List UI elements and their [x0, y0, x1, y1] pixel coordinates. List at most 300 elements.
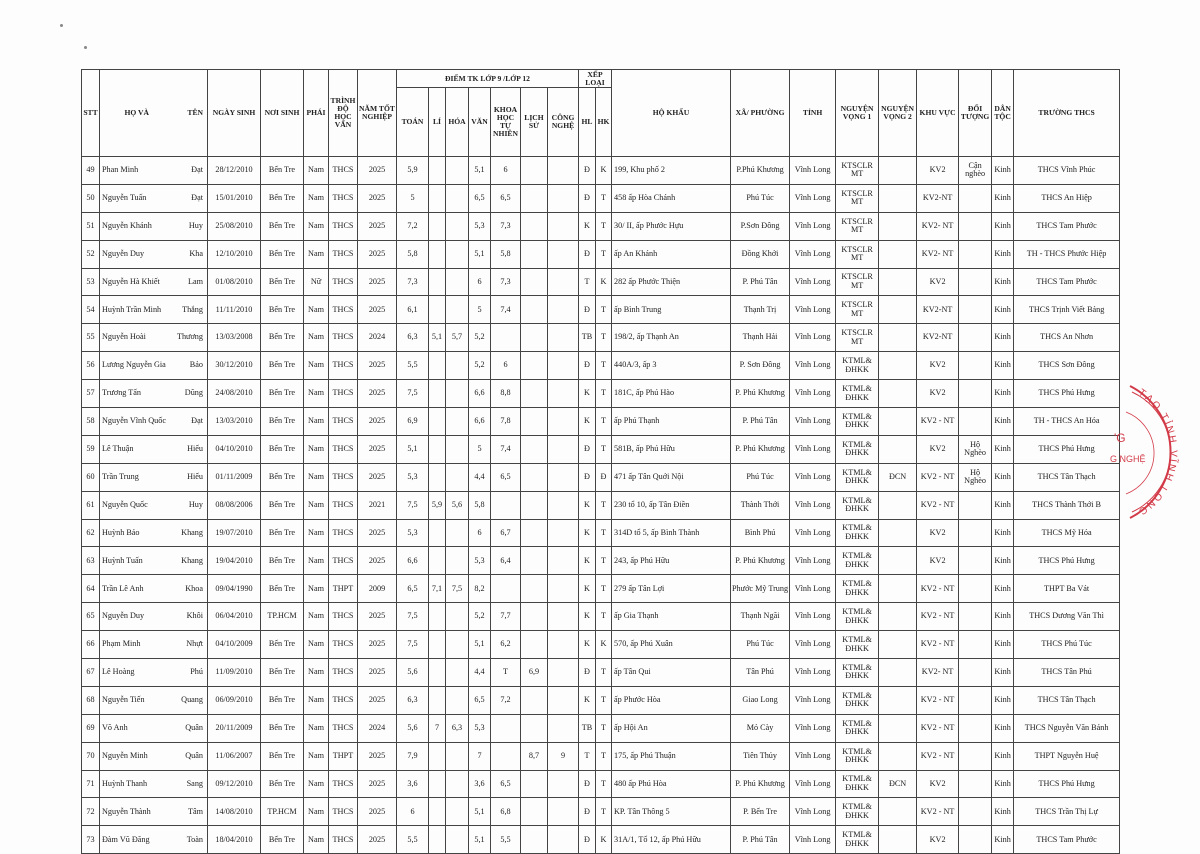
row-dan-toc: Kinh [992, 714, 1014, 742]
row-ten: Huy [174, 212, 208, 240]
row-khu-vuc: KV2-NT [917, 324, 959, 352]
row-ten: Dũng [174, 380, 208, 408]
row-dan-toc: Kinh [992, 408, 1014, 436]
row-hl: Đ [579, 826, 596, 854]
row-nguyen-vong-2: ĐCN [879, 463, 917, 491]
row-tinh: Vĩnh Long [790, 547, 836, 575]
row-ngay-sinh: 19/04/2010 [208, 547, 261, 575]
row-ho-khau: 181C, ấp Phú Hào [612, 380, 731, 408]
row-nguyen-vong-1: KTML& ĐHKK [836, 547, 879, 575]
row-noi-sinh: Bến Tre [261, 380, 304, 408]
row-cong-nghe [548, 380, 579, 408]
row-tinh: Vĩnh Long [790, 324, 836, 352]
row-khtn: 6,4 [491, 547, 521, 575]
row-nguyen-vong-1: KTML& ĐHKK [836, 686, 879, 714]
row-hk: K [596, 631, 612, 659]
row-nguyen-vong-2 [879, 798, 917, 826]
row-lich-su [521, 157, 548, 185]
row-trinh-do: THPT [329, 742, 358, 770]
header-cong-nghe: CÔNG NGHỆ [548, 88, 579, 157]
row-toan: 5,9 [397, 157, 429, 185]
scan-speck [60, 24, 63, 27]
row-ten: Đạt [174, 157, 208, 185]
row-ho-khau: 581B, ấp Phú Hữu [612, 435, 731, 463]
row-doi-tuong [959, 631, 992, 659]
row-noi-sinh: Bến Tre [261, 408, 304, 436]
row-khtn: 6 [491, 352, 521, 380]
row-doi-tuong [959, 798, 992, 826]
row-khu-vuc: KV2 - NT [917, 631, 959, 659]
row-truong: THCS Mỹ Hóa [1014, 519, 1120, 547]
header-noi-sinh: NƠI SINH [261, 70, 304, 157]
row-hoa [446, 240, 469, 268]
row-hoa: 5,6 [446, 491, 469, 519]
row-cong-nghe: 9 [548, 742, 579, 770]
row-li [429, 157, 446, 185]
row-cong-nghe [548, 352, 579, 380]
row-nguyen-vong-2 [879, 742, 917, 770]
row-stt: 65 [82, 603, 100, 631]
row-stt: 55 [82, 324, 100, 352]
row-truong: THCS Vĩnh Phúc [1014, 157, 1120, 185]
row-ngay-sinh: 13/03/2010 [208, 408, 261, 436]
header-khtn: KHOA HỌC TỰ NHIÊN [491, 88, 521, 157]
row-tinh: Vĩnh Long [790, 435, 836, 463]
row-ho-va: Nguyễn Quốc [100, 491, 174, 519]
header-ten: TÊN [174, 70, 208, 157]
row-toan: 5,5 [397, 352, 429, 380]
row-khu-vuc: KV2 [917, 547, 959, 575]
row-truong: THCS An Hiệp [1014, 184, 1120, 212]
row-hk: T [596, 770, 612, 798]
row-khtn: 6,5 [491, 770, 521, 798]
row-noi-sinh: Bến Tre [261, 575, 304, 603]
row-ho-khau: ấp Tân Qui [612, 659, 731, 687]
row-tinh: Vĩnh Long [790, 742, 836, 770]
row-ngay-sinh: 20/11/2009 [208, 714, 261, 742]
row-khtn: 7,2 [491, 686, 521, 714]
row-phai: Nam [304, 575, 329, 603]
row-khtn [491, 575, 521, 603]
row-phai: Nam [304, 686, 329, 714]
row-xa-phuong: P. Phú Khương [731, 547, 790, 575]
row-li [429, 547, 446, 575]
row-hk: T [596, 659, 612, 687]
row-trinh-do: THCS [329, 380, 358, 408]
row-truong: THCS Tam Phước [1014, 826, 1120, 854]
row-noi-sinh: Bến Tre [261, 268, 304, 296]
row-van: 5,2 [469, 352, 491, 380]
row-van: 6,5 [469, 686, 491, 714]
row-nguyen-vong-1: KTML& ĐHKK [836, 631, 879, 659]
row-van: 6,6 [469, 408, 491, 436]
row-li [429, 380, 446, 408]
row-truong: THCS Phú Hưng [1014, 380, 1120, 408]
row-ho-va: Nguyễn Tuấn [100, 184, 174, 212]
row-nguyen-vong-1: KTSCLR MT [836, 296, 879, 324]
row-nguyen-vong-1: KTML& ĐHKK [836, 742, 879, 770]
row-nguyen-vong-1: KTSCLR MT [836, 184, 879, 212]
table-row [82, 603, 1120, 631]
row-stt: 61 [82, 491, 100, 519]
row-nguyen-vong-2 [879, 603, 917, 631]
row-ten: Huy [174, 491, 208, 519]
row-ngay-sinh: 01/11/2009 [208, 463, 261, 491]
row-ho-khau: ấp Gia Thạnh [612, 603, 731, 631]
row-trinh-do: THCS [329, 519, 358, 547]
table-row [82, 547, 1120, 575]
row-ten: Đạt [174, 184, 208, 212]
row-nguyen-vong-2 [879, 631, 917, 659]
row-cong-nghe [548, 519, 579, 547]
row-ngay-sinh: 06/04/2010 [208, 603, 261, 631]
row-nguyen-vong-2 [879, 352, 917, 380]
row-tinh: Vĩnh Long [790, 826, 836, 854]
row-nguyen-vong-1: KTML& ĐHKK [836, 714, 879, 742]
row-doi-tuong [959, 380, 992, 408]
row-stt: 51 [82, 212, 100, 240]
row-nam-tot-nghiep: 2021 [358, 491, 397, 519]
row-nguyen-vong-2 [879, 491, 917, 519]
row-trinh-do: THPT [329, 575, 358, 603]
row-tinh: Vĩnh Long [790, 714, 836, 742]
row-phai: Nam [304, 212, 329, 240]
row-nam-tot-nghiep: 2025 [358, 212, 397, 240]
row-nguyen-vong-2 [879, 380, 917, 408]
row-hoa [446, 157, 469, 185]
row-nguyen-vong-2 [879, 547, 917, 575]
row-ten: Bảo [174, 352, 208, 380]
row-ngay-sinh: 09/12/2010 [208, 770, 261, 798]
row-cong-nghe [548, 268, 579, 296]
row-noi-sinh: Bến Tre [261, 686, 304, 714]
row-toan: 5 [397, 184, 429, 212]
row-ho-khau: 314D tổ 5, ấp Bình Thành [612, 519, 731, 547]
row-hoa [446, 380, 469, 408]
row-xa-phuong: P. Bến Tre [731, 798, 790, 826]
row-ho-khau: 243, ấp Phú Hữu [612, 547, 731, 575]
row-nguyen-vong-2 [879, 240, 917, 268]
row-nam-tot-nghiep: 2025 [358, 463, 397, 491]
row-stt: 58 [82, 408, 100, 436]
row-ngay-sinh: 04/10/2010 [208, 435, 261, 463]
row-ten: Khôi [174, 603, 208, 631]
row-ten: Quân [174, 742, 208, 770]
row-hoa [446, 268, 469, 296]
row-tinh: Vĩnh Long [790, 519, 836, 547]
table-row [82, 826, 1120, 854]
row-hk: T [596, 686, 612, 714]
row-khtn [491, 742, 521, 770]
row-nam-tot-nghiep: 2025 [358, 408, 397, 436]
row-xa-phuong: Phú Túc [731, 631, 790, 659]
row-khu-vuc: KV2 - NT [917, 463, 959, 491]
row-li [429, 240, 446, 268]
row-trinh-do: THCS [329, 408, 358, 436]
row-noi-sinh: Bến Tre [261, 240, 304, 268]
row-khtn: 8,8 [491, 380, 521, 408]
row-khtn: 6,8 [491, 798, 521, 826]
row-truong: TH - THCS An Hóa [1014, 408, 1120, 436]
header-nam-tot-nghiep: NĂM TỐT NGHIỆP [358, 70, 397, 157]
row-khu-vuc: KV2 - NT [917, 742, 959, 770]
row-toan: 7,5 [397, 491, 429, 519]
row-hl: Đ [579, 770, 596, 798]
row-li [429, 826, 446, 854]
row-phai: Nam [304, 463, 329, 491]
row-dan-toc: Kinh [992, 603, 1014, 631]
row-khu-vuc: KV2- NT [917, 212, 959, 240]
row-nam-tot-nghiep: 2025 [358, 631, 397, 659]
row-trinh-do: THCS [329, 240, 358, 268]
row-dan-toc: Kinh [992, 212, 1014, 240]
row-xa-phuong: Phước Mỹ Trung [731, 575, 790, 603]
row-nam-tot-nghiep: 2025 [358, 352, 397, 380]
row-van: 5,1 [469, 157, 491, 185]
row-nguyen-vong-1: KTML& ĐHKK [836, 575, 879, 603]
row-ho-va: Lương Nguyễn Gia [100, 352, 174, 380]
row-tinh: Vĩnh Long [790, 798, 836, 826]
row-stt: 53 [82, 268, 100, 296]
row-nguyen-vong-2: ĐCN [879, 770, 917, 798]
row-ho-va: Nguyễn Duy [100, 603, 174, 631]
row-stt: 62 [82, 519, 100, 547]
row-hoa [446, 352, 469, 380]
row-ho-va: Nguyễn Thành [100, 798, 174, 826]
table-row [82, 686, 1120, 714]
row-trinh-do: THCS [329, 463, 358, 491]
row-ho-khau: 175, ấp Phú Thuận [612, 742, 731, 770]
row-ho-va: Nguyễn Minh [100, 742, 174, 770]
row-ngay-sinh: 15/01/2010 [208, 184, 261, 212]
row-nguyen-vong-2 [879, 686, 917, 714]
row-khu-vuc: KV2-NT [917, 184, 959, 212]
row-nam-tot-nghiep: 2009 [358, 575, 397, 603]
header-lich-su: LỊCH SỬ [521, 88, 548, 157]
row-hoa: 6,3 [446, 714, 469, 742]
row-truong: THCS Dương Văn Thì [1014, 603, 1120, 631]
row-ho-khau: ấp Phú Thạnh [612, 408, 731, 436]
row-trinh-do: THCS [329, 212, 358, 240]
row-hl: T [579, 268, 596, 296]
row-ho-va: Nguyễn Tiến [100, 686, 174, 714]
row-khtn: 6 [491, 157, 521, 185]
row-nguyen-vong-1: KTML& ĐHKK [836, 798, 879, 826]
header-nguyen-vong-1: NGUYỆN VỌNG 1 [836, 70, 879, 157]
row-doi-tuong [959, 408, 992, 436]
row-ngay-sinh: 30/12/2010 [208, 352, 261, 380]
row-tinh: Vĩnh Long [790, 157, 836, 185]
row-nam-tot-nghiep: 2025 [358, 603, 397, 631]
row-van: 5,2 [469, 603, 491, 631]
row-tinh: Vĩnh Long [790, 463, 836, 491]
row-lich-su [521, 770, 548, 798]
row-doi-tuong [959, 240, 992, 268]
row-lich-su [521, 352, 548, 380]
row-hl: Đ [579, 240, 596, 268]
row-nguyen-vong-1: KTML& ĐHKK [836, 659, 879, 687]
row-stt: 72 [82, 798, 100, 826]
row-phai: Nam [304, 659, 329, 687]
row-lich-su [521, 268, 548, 296]
row-nam-tot-nghiep: 2025 [358, 519, 397, 547]
row-ten: Khoa [174, 575, 208, 603]
row-ngay-sinh: 01/08/2010 [208, 268, 261, 296]
row-li [429, 296, 446, 324]
row-phai: Nam [304, 770, 329, 798]
row-khu-vuc: KV2 [917, 826, 959, 854]
row-nguyen-vong-2 [879, 714, 917, 742]
row-tinh: Vĩnh Long [790, 659, 836, 687]
row-stt: 66 [82, 631, 100, 659]
header-truong: TRƯỜNG THCS [1014, 70, 1120, 157]
seal-icon [1108, 382, 1200, 522]
row-ten: Khang [174, 547, 208, 575]
row-li [429, 435, 446, 463]
row-doi-tuong: Hộ Nghèo [959, 435, 992, 463]
row-cong-nghe [548, 547, 579, 575]
row-phai: Nam [304, 408, 329, 436]
row-nguyen-vong-2 [879, 184, 917, 212]
row-ho-va: Nguyễn Vĩnh Quốc [100, 408, 174, 436]
row-tinh: Vĩnh Long [790, 296, 836, 324]
row-cong-nghe [548, 240, 579, 268]
row-xa-phuong: P. Phú Khương [731, 380, 790, 408]
row-truong: THCS Tam Phước [1014, 212, 1120, 240]
row-doi-tuong: Cận nghèo [959, 157, 992, 185]
row-nam-tot-nghiep: 2025 [358, 296, 397, 324]
row-nam-tot-nghiep: 2025 [358, 268, 397, 296]
row-toan: 6,3 [397, 324, 429, 352]
row-van: 4,4 [469, 659, 491, 687]
row-doi-tuong [959, 547, 992, 575]
row-tinh: Vĩnh Long [790, 240, 836, 268]
row-xa-phuong: P. Phú Tân [731, 268, 790, 296]
row-khtn: 5,8 [491, 240, 521, 268]
row-lich-su [521, 324, 548, 352]
row-van: 5,1 [469, 631, 491, 659]
row-trinh-do: THCS [329, 714, 358, 742]
row-ho-khau: 440A/3, ấp 3 [612, 352, 731, 380]
row-doi-tuong [959, 742, 992, 770]
row-noi-sinh: Bến Tre [261, 547, 304, 575]
row-truong: THCS Phú Hưng [1014, 770, 1120, 798]
row-truong: THCS Tam Phước [1014, 268, 1120, 296]
row-nguyen-vong-1: KTML& ĐHKK [836, 435, 879, 463]
row-khtn: 6,5 [491, 184, 521, 212]
row-lich-su [521, 826, 548, 854]
row-doi-tuong [959, 659, 992, 687]
row-truong: THCS Phú Túc [1014, 631, 1120, 659]
row-noi-sinh: Bến Tre [261, 742, 304, 770]
row-dan-toc: Kinh [992, 380, 1014, 408]
row-stt: 70 [82, 742, 100, 770]
row-ho-khau: 279 ấp Tân Lợi [612, 575, 731, 603]
row-dan-toc: Kinh [992, 770, 1014, 798]
row-trinh-do: THCS [329, 826, 358, 854]
header-ho-khau: HỘ KHẨU [612, 70, 731, 157]
row-cong-nghe [548, 631, 579, 659]
row-khtn: 7,3 [491, 212, 521, 240]
row-tinh: Vĩnh Long [790, 184, 836, 212]
row-hoa [446, 631, 469, 659]
row-phai: Nam [304, 184, 329, 212]
row-tinh: Vĩnh Long [790, 212, 836, 240]
row-khtn [491, 714, 521, 742]
row-ho-khau: 30/ II, ấp Phước Hựu [612, 212, 731, 240]
row-lich-su [521, 575, 548, 603]
row-truong: THCS Phú Hưng [1014, 547, 1120, 575]
row-nam-tot-nghiep: 2025 [358, 157, 397, 185]
row-khu-vuc: KV2 [917, 770, 959, 798]
row-xa-phuong: Phú Túc [731, 184, 790, 212]
row-ngay-sinh: 11/06/2007 [208, 742, 261, 770]
row-nguyen-vong-1: KTML& ĐHKK [836, 491, 879, 519]
row-xa-phuong: Đồng Khởi [731, 240, 790, 268]
row-toan: 5,8 [397, 240, 429, 268]
row-khu-vuc: KV2 [917, 380, 959, 408]
row-trinh-do: THCS [329, 296, 358, 324]
row-trinh-do: THCS [329, 686, 358, 714]
header-hl: HL [579, 88, 596, 157]
row-toan: 7,5 [397, 631, 429, 659]
row-dan-toc: Kinh [992, 435, 1014, 463]
table-body [82, 157, 1120, 854]
row-van: 7 [469, 742, 491, 770]
row-lich-su [521, 547, 548, 575]
row-ho-va: Trương Tấn [100, 380, 174, 408]
row-khu-vuc: KV2- NT [917, 240, 959, 268]
row-khu-vuc: KV2 - NT [917, 575, 959, 603]
row-nam-tot-nghiep: 2025 [358, 770, 397, 798]
header-trinh-do: TRÌNH ĐỘ HỌC VẤN [329, 70, 358, 157]
row-phai: Nam [304, 157, 329, 185]
row-ho-va: Trần Lê Anh [100, 575, 174, 603]
row-hl: TB [579, 324, 596, 352]
row-xa-phuong: P. Phú Tân [731, 826, 790, 854]
row-phai: Nam [304, 435, 329, 463]
row-hk: T [596, 575, 612, 603]
row-ngay-sinh: 25/08/2010 [208, 212, 261, 240]
row-dan-toc: Kinh [992, 184, 1014, 212]
row-van: 6,5 [469, 184, 491, 212]
row-hl: Đ [579, 184, 596, 212]
row-toan: 5,3 [397, 463, 429, 491]
row-hl: TB [579, 714, 596, 742]
row-truong: THCS Trịnh Viết Bảng [1014, 296, 1120, 324]
row-doi-tuong [959, 686, 992, 714]
row-xa-phuong: Thạnh Ngãi [731, 603, 790, 631]
row-nguyen-vong-2 [879, 826, 917, 854]
row-ngay-sinh: 11/09/2010 [208, 659, 261, 687]
row-lich-su [521, 798, 548, 826]
row-hk: T [596, 408, 612, 436]
row-hl: K [579, 491, 596, 519]
row-truong: THCS Nguyễn Văn Bánh [1014, 714, 1120, 742]
row-khu-vuc: KV2 - NT [917, 408, 959, 436]
row-ho-khau: ấp Hội An [612, 714, 731, 742]
row-tinh: Vĩnh Long [790, 491, 836, 519]
row-hoa [446, 463, 469, 491]
row-hoa [446, 826, 469, 854]
row-khu-vuc: KV2 - NT [917, 798, 959, 826]
row-hl: Đ [579, 798, 596, 826]
row-ngay-sinh: 19/07/2010 [208, 519, 261, 547]
row-li [429, 408, 446, 436]
table-row [82, 463, 1120, 491]
row-cong-nghe [548, 659, 579, 687]
row-hk: T [596, 212, 612, 240]
